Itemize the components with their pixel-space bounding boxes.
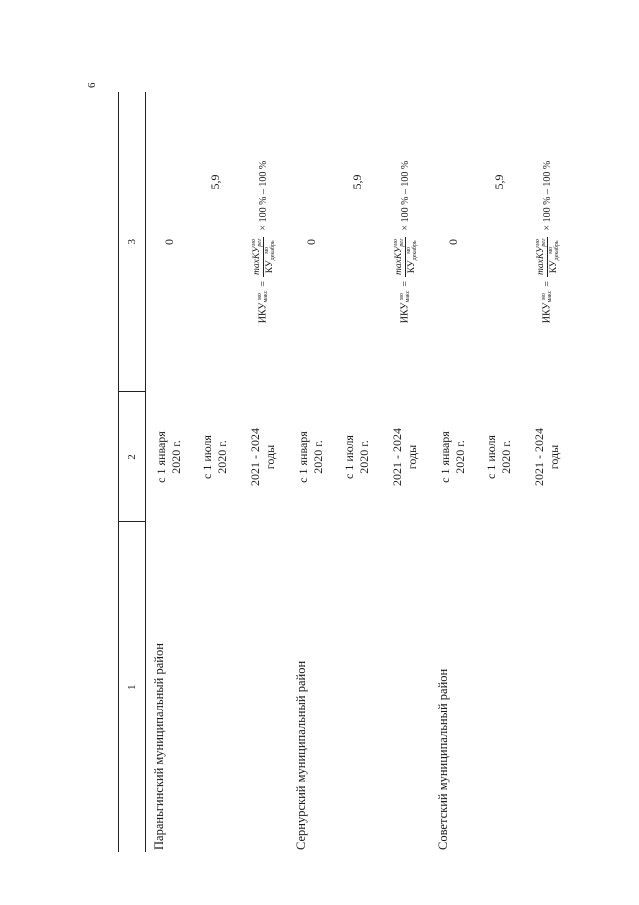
period-line-2: 2020 г. — [311, 440, 325, 474]
formula-num-symbol: maxКУ — [393, 246, 404, 275]
table-row — [430, 92, 476, 852]
formula-cell — [238, 92, 288, 392]
formula-numerator — [393, 237, 406, 277]
column-header-3: 3 — [119, 92, 146, 392]
formula-num-sup: мо — [392, 239, 399, 246]
period-line-2: 2020 г. — [499, 440, 513, 474]
district-name: Советский муниципальный район — [436, 668, 450, 850]
formula-fraction — [535, 237, 560, 277]
period-cell — [380, 392, 430, 522]
period-line-2: годы — [547, 444, 561, 470]
value-cell: 5,9 — [349, 174, 364, 190]
formula-lhs-symbol: ИКУ — [541, 302, 553, 324]
period-cell — [522, 392, 572, 522]
formula-lhs — [399, 291, 411, 324]
formula-tail: × 100 % – 100 % — [257, 160, 269, 231]
table-body — [146, 92, 573, 852]
formula-tail: × 100 % – 100 % — [399, 160, 411, 231]
period-line-2: годы — [405, 444, 419, 470]
period-cell — [288, 392, 334, 522]
header-row — [119, 92, 146, 852]
period-line-1: 2021 - 2024 — [390, 428, 404, 486]
formula-lhs-symbol: ИКУ — [257, 302, 269, 324]
formula-lhs — [541, 291, 553, 324]
formula-den-sub: декабрь — [411, 240, 418, 261]
formula-den-sub: декабрь — [269, 240, 276, 261]
period-line-2: 2020 г. — [169, 440, 183, 474]
column-header-1: 1 — [119, 522, 146, 852]
formula-equals: = — [541, 280, 553, 287]
formula-lhs-sub: макс — [263, 290, 269, 303]
district-name: Сернурский муниципальный район — [294, 660, 308, 850]
formula-fraction — [393, 237, 418, 277]
table-row — [288, 92, 334, 852]
index-formula — [393, 161, 418, 324]
formula-cell — [380, 92, 430, 392]
formula-numerator — [251, 237, 264, 277]
formula-num-sup: мо — [250, 239, 257, 246]
index-formula — [535, 161, 560, 324]
tariff-table — [118, 92, 572, 852]
formula-lhs-sup: мо — [541, 293, 547, 300]
district-name: Параньгинский муниципальный район — [152, 643, 166, 850]
page-number: 6 — [86, 82, 98, 88]
formula-lhs-sub: макс — [405, 290, 411, 303]
formula-cell — [522, 92, 572, 392]
formula-denominator — [406, 238, 418, 275]
value-cell: 0 — [161, 239, 176, 245]
period-line-1: 2021 - 2024 — [532, 428, 546, 486]
formula-den-symbol: КУ — [548, 260, 559, 274]
formula-den-sup: мо — [547, 246, 554, 254]
formula-denominator — [264, 238, 276, 275]
formula-lhs — [257, 291, 269, 324]
period-line-1: с 1 июля — [484, 435, 498, 479]
formula-denominator — [548, 238, 560, 275]
period-line-1: с 1 января — [296, 431, 310, 483]
period-line-1: с 1 января — [154, 431, 168, 483]
value-cell: 5,9 — [207, 174, 222, 190]
formula-den-sup: мо — [263, 246, 270, 254]
period-cell — [192, 392, 238, 522]
formula-equals: = — [257, 280, 269, 287]
period-line-1: с 1 июля — [342, 435, 356, 479]
period-cell — [334, 392, 380, 522]
period-cell — [430, 392, 476, 522]
formula-equals: = — [399, 280, 411, 287]
period-line-2: годы — [263, 444, 277, 470]
formula-den-symbol: КУ — [264, 260, 275, 274]
formula-num-sub: рег — [398, 238, 405, 247]
period-line-1: с 1 июля — [200, 435, 214, 479]
formula-tail: × 100 % – 100 % — [541, 160, 553, 231]
formula-den-sub: декабрь — [553, 240, 560, 261]
index-formula — [251, 161, 276, 324]
period-line-2: 2020 г. — [453, 440, 467, 474]
value-cell: 0 — [445, 239, 460, 245]
formula-den-sup: мо — [405, 246, 412, 254]
column-header-2: 2 — [119, 392, 146, 522]
tariff-table-container — [118, 92, 561, 852]
period-line-2: 2020 г. — [215, 440, 229, 474]
formula-lhs-symbol: ИКУ — [399, 302, 411, 324]
value-cell: 5,9 — [491, 174, 506, 190]
formula-numerator — [535, 237, 548, 277]
formula-num-sub: рег — [540, 238, 547, 247]
formula-lhs-sup: мо — [257, 293, 263, 300]
formula-lhs-sub: макс — [547, 290, 553, 303]
formula-lhs-sup: мо — [399, 293, 405, 300]
period-line-2: 2020 г. — [357, 440, 371, 474]
formula-num-symbol: maxКУ — [535, 246, 546, 275]
period-cell — [146, 392, 193, 522]
formula-num-symbol: maxКУ — [251, 246, 262, 275]
period-cell — [476, 392, 522, 522]
period-line-1: 2021 - 2024 — [248, 428, 262, 486]
value-cell: 0 — [303, 239, 318, 245]
period-cell — [238, 392, 288, 522]
formula-den-symbol: КУ — [406, 260, 417, 274]
formula-fraction — [251, 237, 276, 277]
table-row — [146, 92, 193, 852]
formula-num-sub: рег — [256, 238, 263, 247]
formula-num-sup: мо — [534, 239, 541, 246]
period-line-1: с 1 января — [438, 431, 452, 483]
